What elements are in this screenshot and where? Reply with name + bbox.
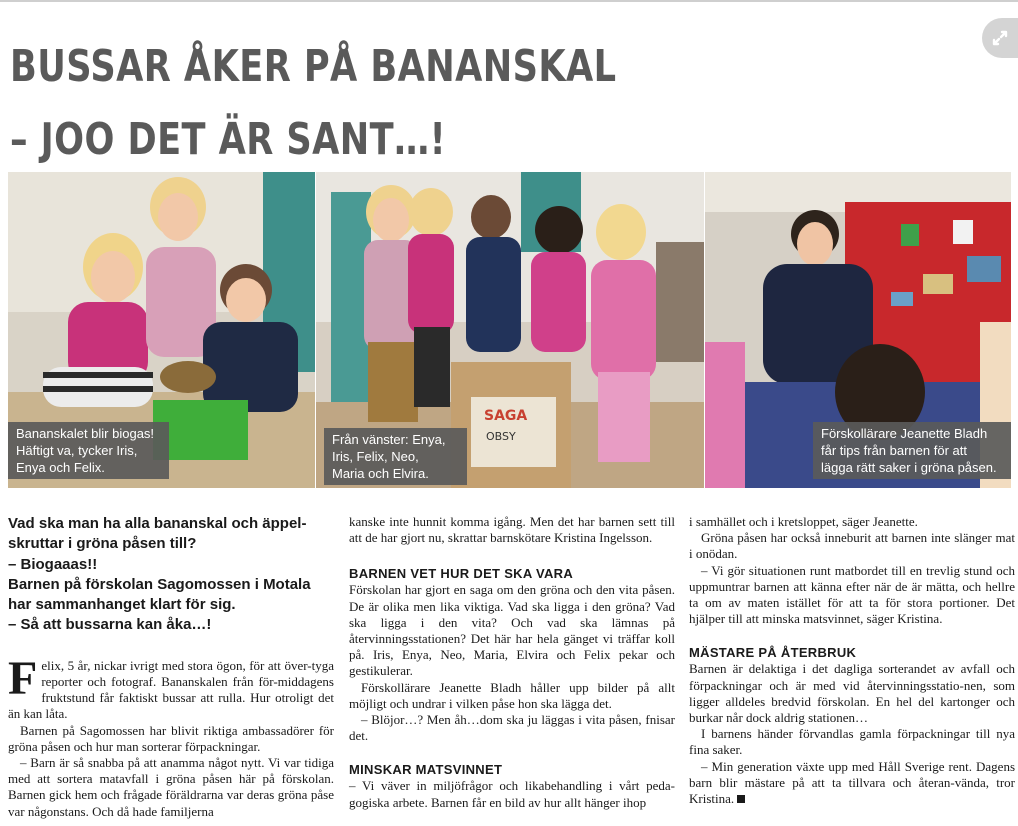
expand-button[interactable] [982,18,1018,58]
body-paragraph: – Vi väver in miljöfrågor och likabehandling i vårt peda-gogiska arbete. Barnen får en bild av hur allt hänger ihop [349,778,675,810]
photo-2-caption [324,428,467,485]
photo-biogas-children [8,172,315,488]
caption-line: får tips från barnen för att [821,443,967,458]
lead-line: Barnen på förskolan Sagomossen i Motala [8,575,311,593]
article-column-1 [8,514,334,820]
body-paragraph: i samhället och i kretsloppet, säger Jeanette. [689,514,918,529]
caption-line: Från vänster: Enya, [332,432,446,447]
subheading: MÄSTARE PÅ ÅTERBRUK [689,645,857,661]
caption-line: Häftigt va, tycker Iris, [16,443,138,458]
headline-line-1: BUSSAR ÅKER PÅ BANANSKAL [10,41,617,92]
caption-line: Iris, Felix, Neo, [332,449,419,464]
photo-children-lineup [316,172,704,488]
body-paragraph: – Min generation växte upp med Håll Sverige rent. Dagens barn blir mästare på att ta tillvara och återan-vända, tror Kristina. [689,758,1015,807]
body-paragraph: Förskolan har gjort en saga om den gröna och den vita påsen. De är olika men lika viktiga. Vad ska ligga i den gröna? Vad ska ligga i den vita? Och vad ska lämnas på återvinningsstationen? Det här har hela gänget vi träffar koll på. Iris, Enya, Neo, Maria, Elvira och Felix pekar och gestikulerar. [349,582,675,679]
photo-teacher-board [705,172,1011,488]
caption-line: Bananskalet blir biogas! [16,426,155,441]
body-paragraph: I barnens händer förvandlas gamla förpackningar till nya fina saker. [689,726,1015,758]
lead-line: har sammanhanget klart för sig. [8,596,236,614]
photo-3-caption [813,422,1011,479]
body-paragraph: – Vi gör situationen runt matbordet till en trevlig stund och uppmuntrar barnen att känna efter när de är mätta, och hellre ta om av maten istället för att ta för stora portioner. Det hjälper till att minska matsvinnet, säger Kristina. [689,562,1015,627]
headline [10,30,910,176]
article-column-2 [349,514,675,811]
end-mark [737,795,745,803]
body-paragraph: kanske inte hunnit komma igång. Men det har barnen sett till att de har gjort nu, skrattar barnskötare Kristina Ingelsson. [349,514,675,546]
headline-line-2: – JOO DET ÄR SANT…! [10,114,447,165]
box-text-obsy: OBSY [486,430,516,443]
expand-arrows-icon [990,28,1010,48]
caption-line: Förskollärare Jeanette Bladh [821,426,988,441]
caption-line: lägga rätt saker i gröna påsen. [821,460,997,475]
body-paragraph: Förskollärare Jeanette Bladh håller upp bilder på allt möjligt och undrar i vilken påse hon ska lägga det. [349,679,675,711]
lead-line: skruttar i gröna påsen till? [8,535,197,553]
body-paragraph: Felix, 5 år, nickar ivrigt med stora ögon, för att över-tyga reporter och fotograf. Bananskalen från för-middagens fruktstund får faktiskt bussar att rulla. Hur otroligt det än kan låta. [8,651,334,722]
drop-cap: F [8,651,38,705]
body-paragraph: Barnen är delaktiga i det dagliga sorterandet av avfall och förpackningar och är med vid återvinningsstatio-nen, som ligger alldeles bredvid förskolan. En hel del kartonger och burkar når dock aldrig stationen… [689,661,1015,726]
article-column-3 [689,514,1015,807]
body-paragraph: – Blöjor…? Men åh…dom ska ju läggas i vita påsen, fnisar det. [349,712,675,744]
lead-line: – Biogaaas!! [8,555,98,573]
body-paragraph: Gröna påsen har också inneburit att barnen inte slänger mat i onödan. [689,530,1015,562]
body-paragraph: Barnen på Sagomossen har blivit riktiga ambassadörer för gröna påsen och hur man sorterar förpackningar. [8,722,334,754]
subheading: BARNEN VET HUR DET SKA VARA [349,566,574,582]
lead-line: – Så att bussarna kan åka…! [8,616,212,634]
body-paragraph: – Barn är så snabba på att anamma något nytt. Vi var tidiga med att sortera matavfall i gröna påsen här på förskolan. Barnen gick hem och frågade föräldrarna var deras gröna påse var någonstans. Och då hade familjerna [8,755,334,819]
caption-line: Maria och Elvira. [332,466,429,481]
lead-paragraph [8,514,334,636]
caption-line: Enya och Felix. [16,460,105,475]
photo-strip [8,172,1011,488]
box-text-saga: SAGA [484,408,528,424]
lead-line: Vad ska man ha alla bananskal och äppel- [8,515,307,532]
photo-1-caption [8,422,169,479]
top-rule [0,0,1018,2]
subheading: MINSKAR MATSVINNET [349,762,503,778]
